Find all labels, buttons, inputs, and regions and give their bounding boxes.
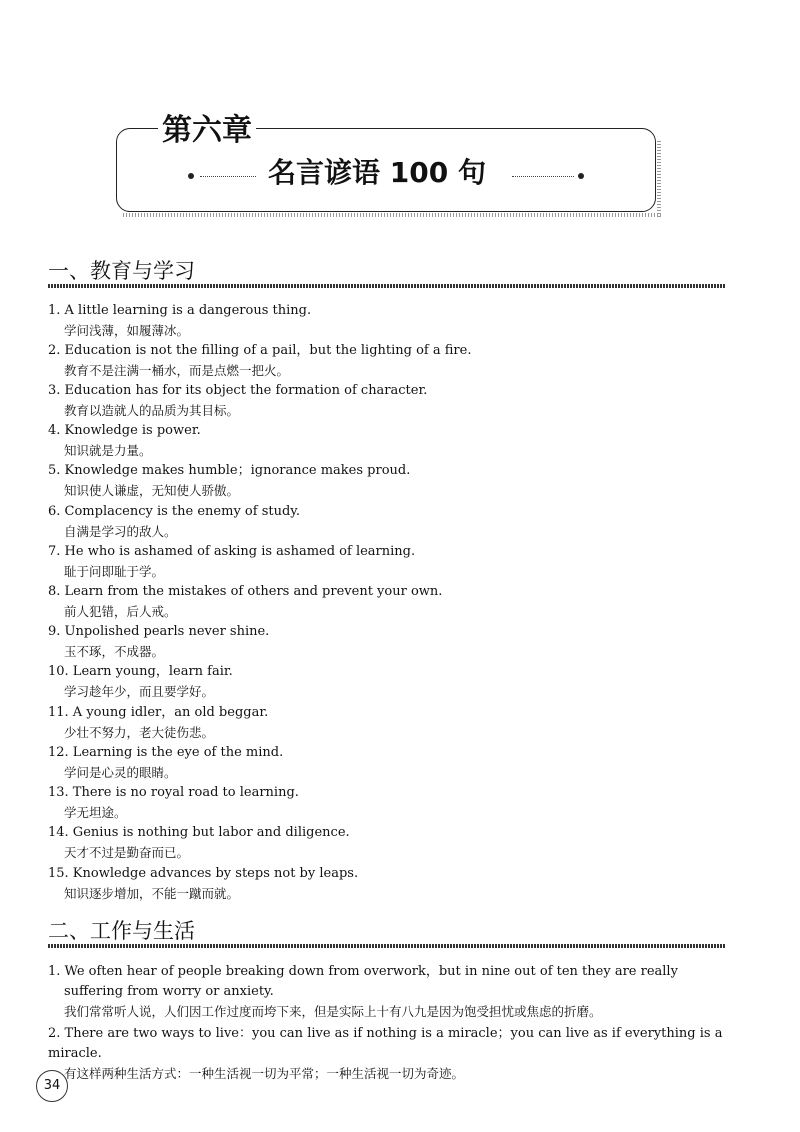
list-item: 11. A young idler，an old beggar. 少壮不努力，老大徒伤悲。 [48,705,269,740]
section-title-education: 一、教育与学习 [48,259,195,283]
list-item: 12. Learning is the eye of the mind. 学问是心灵的眼睛。 [48,745,284,780]
list-item: 13. There is no royal road to learning. 学无坦途。 [48,785,299,820]
list-item: 4. Knowledge is power. 知识就是力量。 [48,423,201,458]
chapter-label: 第六章 [158,114,256,148]
section-divider [48,944,726,948]
list-item: 2. Education is not the filling of a pail，but the lighting of a fire. 教育不是注满一桶水，而是点燃一把火。 [48,343,472,378]
section-divider [48,284,726,288]
list-item: 14. Genius is nothing but labor and diligence. 天才不过是勤奋而已。 [48,825,350,860]
list-item: 5. Knowledge makes humble；ignorance makes proud. 知识使人谦虚，无知使人骄傲。 [48,463,411,498]
section-title-work-life: 二、工作与生活 [48,919,195,943]
page-number: 34 [36,1070,68,1102]
list-item: 10. Learn young，learn fair. 学习趁年少，而且要学好。 [48,664,233,699]
decor-line-right [512,176,574,177]
list-item: 2. There are two ways to live：you can live as if nothing is a miracle；you can live as if everything is a miracle. 有这样两种生活方式：一种生活视一切为平常；一种生活视一切为奇迹。 [48,1026,723,1081]
decor-line-left [200,176,256,177]
chapter-title: 名言谚语 100 句 [268,156,486,189]
list-item: 9. Unpolished pearls never shine. 玉不琢，不成器。 [48,624,270,659]
decor-dot-left [188,173,194,179]
list-item: 1. We often hear of people breaking down from overwork，but in nine out of ten they are really suffering from worry or anxiety. 我们常常听人说，人们因工作过度而垮下来，但是实际上十有八九是因为饱受担忧或焦虑的折磨。 [48,964,678,1019]
list-item: 7. He who is ashamed of asking is ashamed of learning. 耻于问即耻于学。 [48,544,416,579]
list-item: 3. Education has for its object the formation of character. 教育以造就人的品质为其目标。 [48,383,428,418]
list-item: 15. Knowledge advances by steps not by leaps. 知识逐步增加，不能一蹴而就。 [48,866,359,901]
list-item: 1. A little learning is a dangerous thing. 学问浅薄，如履薄冰。 [48,303,312,338]
list-item: 8. Learn from the mistakes of others and prevent your own. 前人犯错，后人戒。 [48,584,443,619]
decor-dot-right [578,173,584,179]
list-item: 6. Complacency is the enemy of study. 自满是学习的敌人。 [48,504,301,539]
